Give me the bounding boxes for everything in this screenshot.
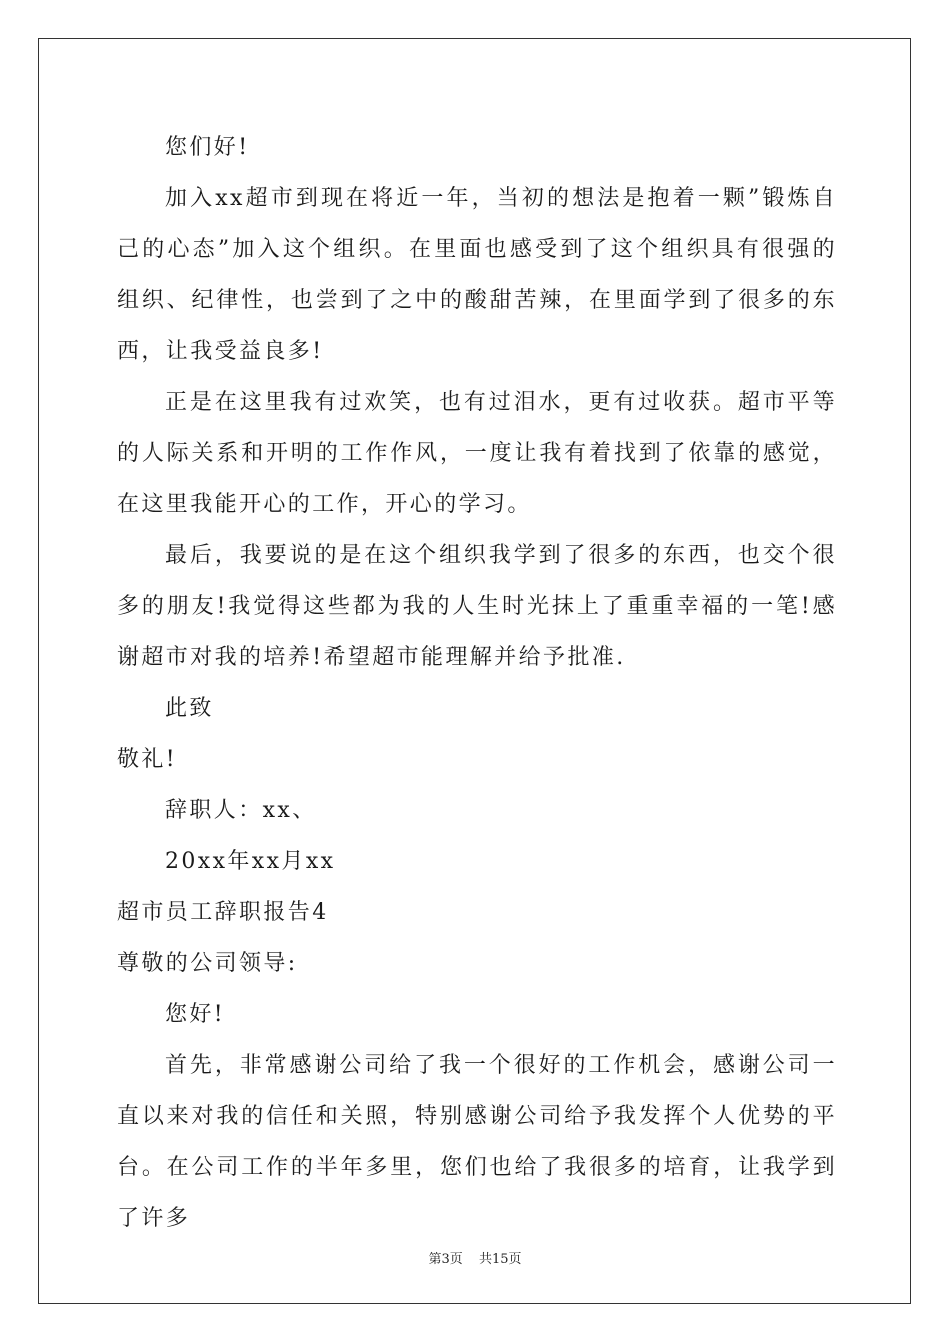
body-paragraph: 首先，非常感谢公司给了我一个很好的工作机会，感谢公司一直以来对我的信任和关照，特别感谢公司给予我发挥个人优势的平台。在公司工作的半年多里，您们也给了我很多的培育，让我学到了许多	[117, 1053, 837, 1231]
body-paragraph: 最后，我要说的是在这个组织我学到了很多的东西，也交个很多的朋友!我觉得这些都为我的人生时光抹上了重重幸福的一笔!感谢超市对我的培养!希望超市能理解并给予批准.	[117, 543, 837, 670]
page-footer	[0, 1248, 950, 1267]
page-total: 共15页	[478, 1252, 522, 1267]
document-body	[117, 122, 837, 1244]
greeting: 您们好!	[165, 135, 250, 160]
body-paragraph: 正是在这里我有过欢笑，也有过泪水，更有过收获。超市平等的人际关系和开明的工作作风，一度让我有着找到了依靠的感觉，在这里我能开心的工作，开心的学习。	[117, 390, 837, 517]
signature-date: 20xx年xx月xx	[165, 849, 336, 874]
signature-name: 辞职人：xx、	[165, 798, 317, 823]
greeting: 您好!	[165, 1002, 226, 1027]
section-title: 超市员工辞职报告4	[117, 900, 329, 925]
salutation: 敬礼!	[117, 747, 178, 772]
closing-line: 此致	[165, 696, 214, 721]
body-paragraph: 加入xx超市到现在将近一年，当初的想法是抱着一颗”锻炼自己的心态”加入这个组织。在里面也感受到了这个组织具有很强的组织、纪律性，也尝到了之中的酸甜苦辣，在里面学到了很多的东西，让我受益良多!	[117, 186, 837, 364]
page-number: 第3页	[428, 1252, 463, 1267]
addressee: 尊敬的公司领导:	[117, 951, 298, 976]
